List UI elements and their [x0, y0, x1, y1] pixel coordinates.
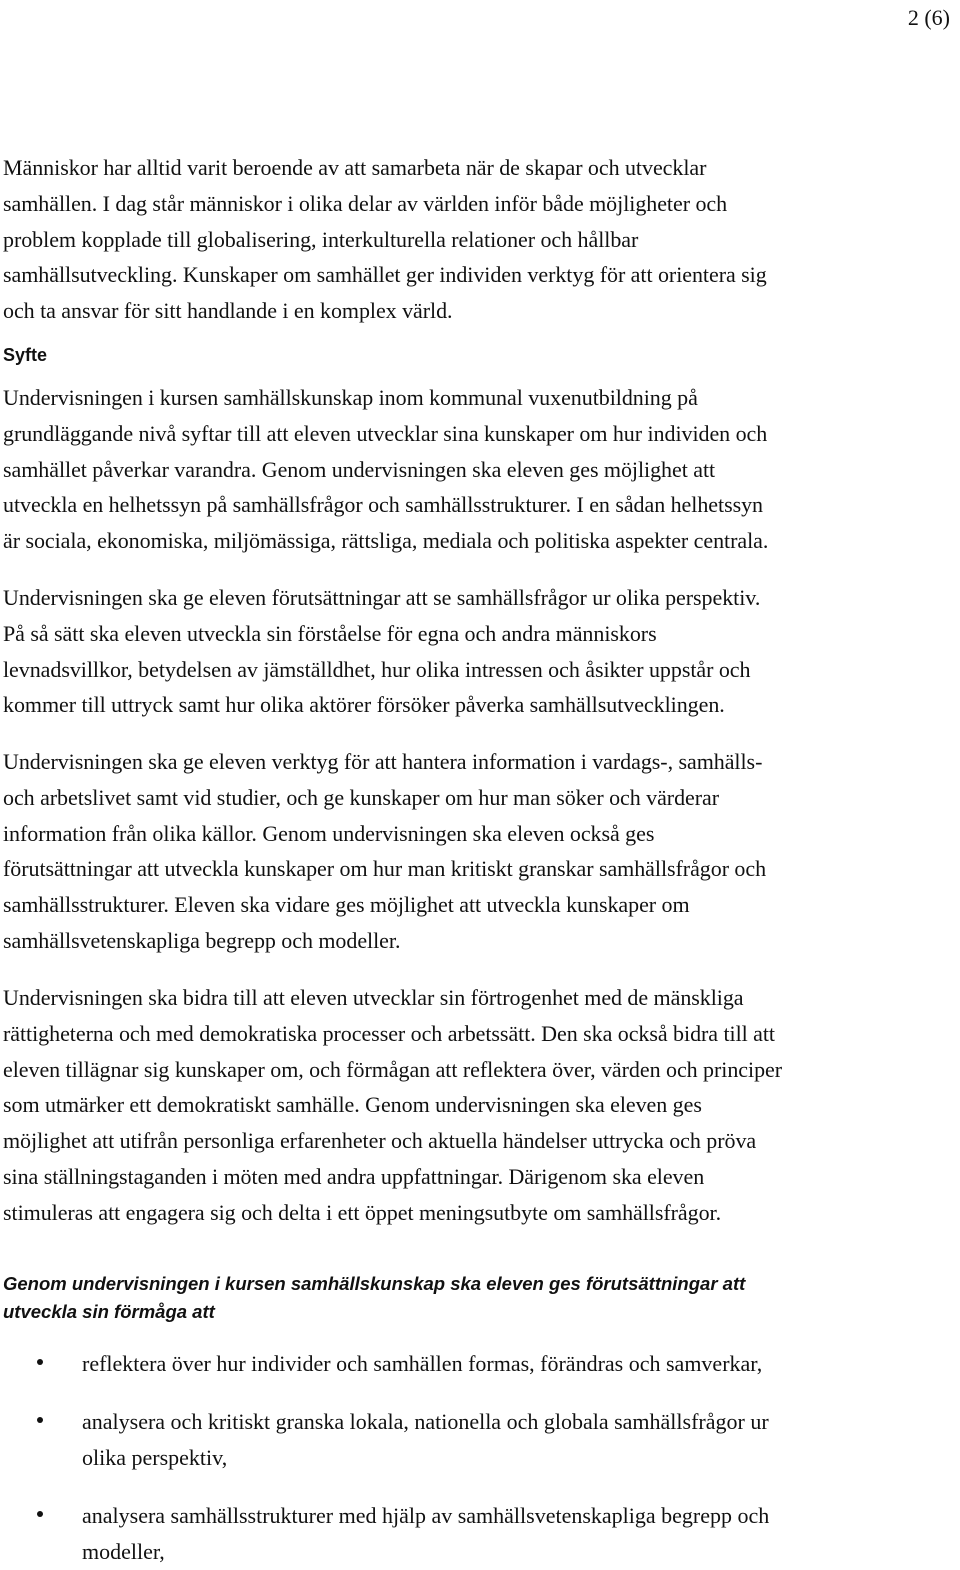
syfte-paragraph-2: Undervisningen ska ge eleven förutsättningar att se samhällsfrågor ur olika perspektiv. På så sätt ska eleven utveckla sin förståelse för egna och andra människors levnadsvillkor, betydelsen av jämställdhet, hur olika intressen och åsikter uppstår och kommer till uttryck samt hur olika aktörer försöker påverka samhällsutvecklingen.: [3, 585, 761, 718]
bullet-icon: [37, 1359, 43, 1365]
bullet-icon: [37, 1417, 43, 1423]
list-item-text: analysera och kritiskt granska lokala, nationella och globala samhällsfrågor ur olika perspektiv,: [82, 1409, 769, 1470]
list-item-text: analysera samhällsstrukturer med hjälp av samhällsvetenskapliga begrepp och modeller,: [82, 1503, 770, 1564]
syfte-paragraph-3: Undervisningen ska ge eleven verktyg för att hantera information i vardags-, samhälls- och arbetslivet samt vid studier, och ge kunskaper om hur man söker och värderar information från olika källor. Genom undervisningen ska eleven också ges förutsättningar att utveckla kunskaper om hur man kritiskt granskar samhällsfrågor och samhällsstrukturer. Eleven ska vidare ges möjlighet att utveckla kunskaper om samhällsvetenskapliga begrepp och modeller.: [3, 749, 767, 953]
list-item-text: reflektera över hur individer och samhällen formas, förändras och samverkar,: [82, 1351, 763, 1376]
syfte-paragraph-1: Undervisningen i kursen samhällskunskap inom kommunal vuxenutbildning på grundläggande nivå syftar till att eleven utvecklar sina kunskaper om hur individen och samhället påverkar varandra. Genom undervisningen ska eleven ges möjlighet att utveckla en helhetssyn på samhällsfrågor och samhällsstrukturer. I en sådan helhetssyn är sociala, ekonomiska, miljömässiga, rättsliga, mediala och politiska aspekter centrala.: [3, 385, 769, 554]
page-number: 2 (6): [907, 5, 950, 30]
section-heading-syfte: Syfte: [3, 345, 48, 365]
goals-heading: Genom undervisningen i kursen samhällskunskap ska eleven ges förutsättningar att utveckla sin förmåga att: [3, 1273, 746, 1322]
syfte-paragraph-4: Undervisningen ska bidra till att eleven utvecklar sin förtrogenhet med de mänskliga rättigheterna och med demokratiska processer och arbetssätt. Den ska också bidra till att eleven tillägnar sig kunskaper om, och förmågan att reflektera över, värden och principer som utmärker ett demokratiskt samhälle. Genom undervisningen ska eleven ges möjlighet att utifrån personliga erfarenheter och aktuella händelser uttrycka och pröva sina ställningstaganden i möten med andra uppfattningar. Därigenom ska eleven stimuleras att engagera sig och delta i ett öppet meningsutbyte om samhällsfrågor.: [3, 985, 783, 1225]
bullet-icon: [37, 1511, 43, 1517]
intro-paragraph: Människor har alltid varit beroende av att samarbeta när de skapar och utvecklar samhällen. I dag står människor i olika delar av världen inför både möjligheter och problem kopplade till globalisering, interkulturella relationer och hållbar samhällsutveckling. Kunskaper om samhället ger individen verktyg för att orientera sig och ta ansvar för sitt handlande i en komplex värld.: [3, 155, 767, 324]
